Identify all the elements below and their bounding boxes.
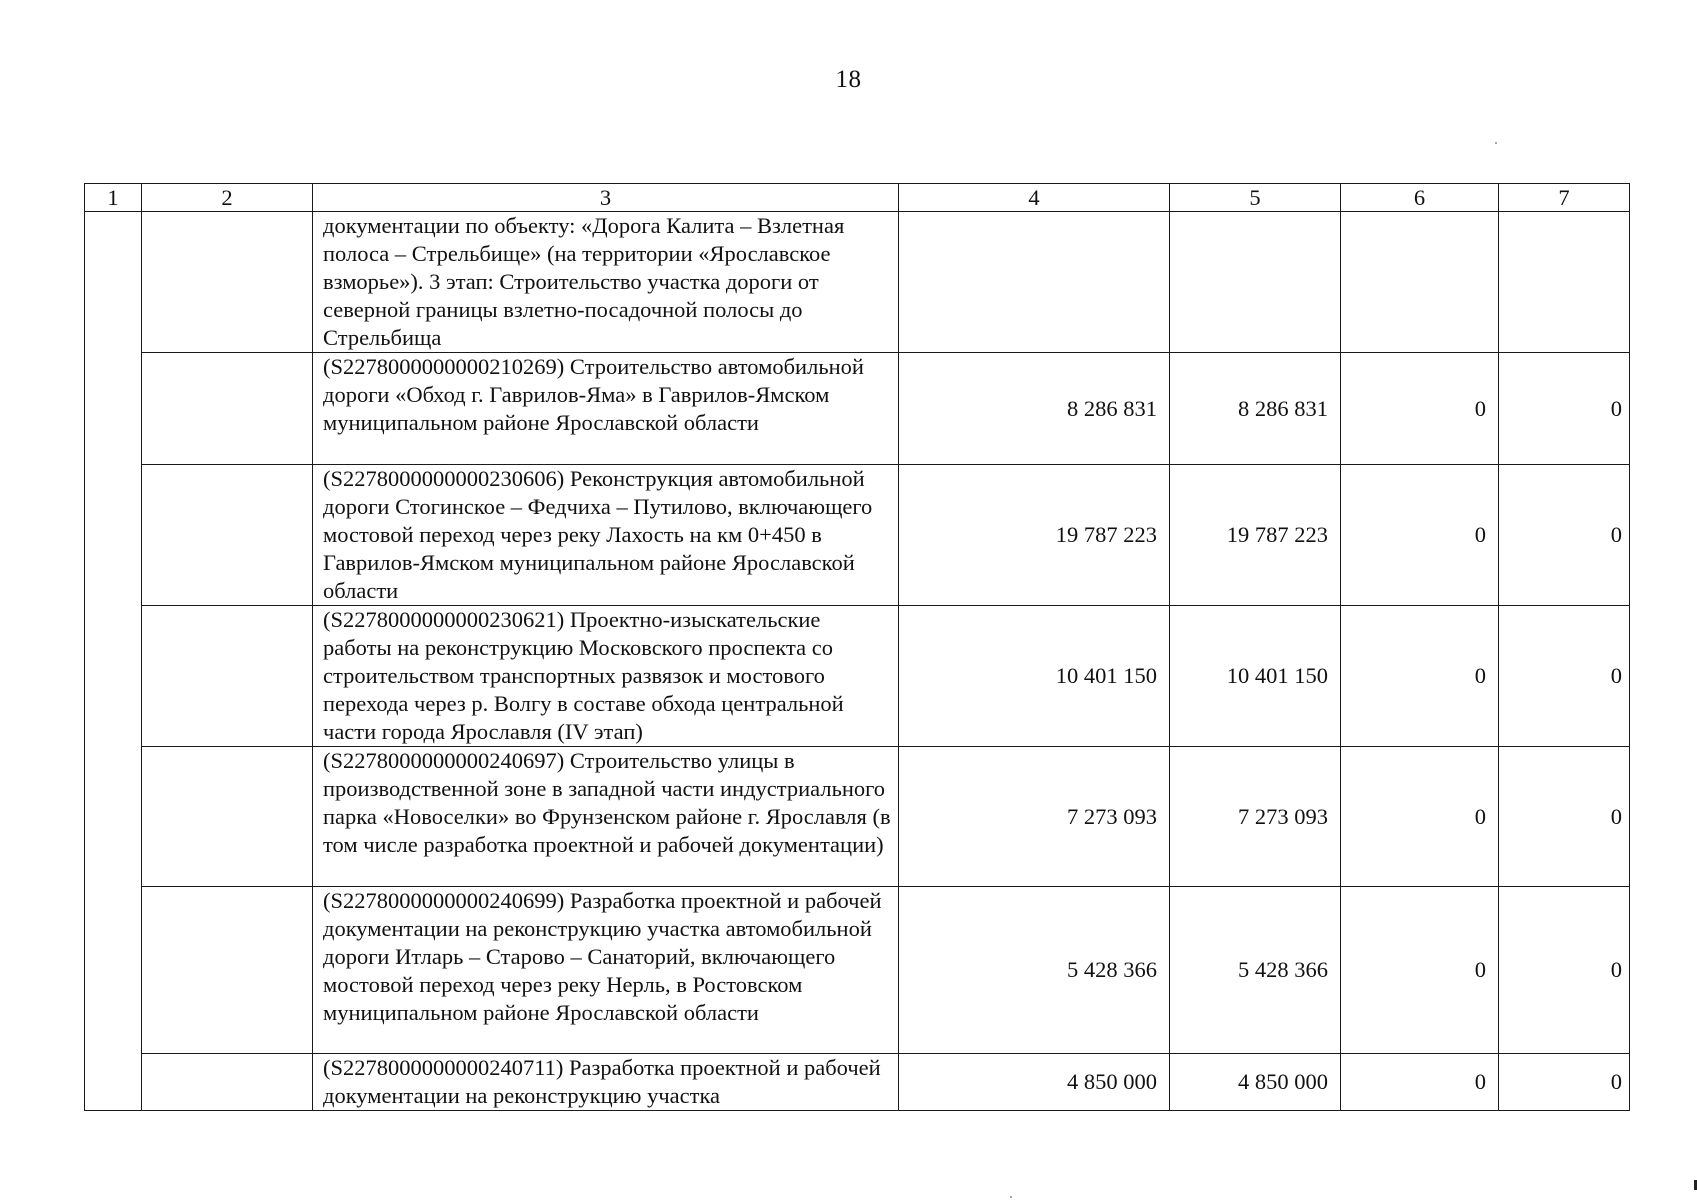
col4-value: 8 286 831 bbox=[899, 353, 1170, 465]
header-cell-7: 7 bbox=[1499, 184, 1630, 212]
row-description: (S2278000000000230621) Проектно-изыскательские работы на реконструкцию Московского проспекта со строительством транспортных развязок и мостового перехода через р. Волгу в составе обхода центральной части города Ярославля (IV этап) bbox=[313, 606, 899, 747]
col4-cell bbox=[899, 212, 1170, 353]
col6-value: 0 bbox=[1341, 1054, 1499, 1111]
header-cell-6: 6 bbox=[1341, 184, 1499, 212]
col6-value: 0 bbox=[1341, 606, 1499, 747]
col4-value: 7 273 093 bbox=[899, 747, 1170, 887]
row-description: документации по объекту: «Дорога Калита – Взлетная полоса – Стрельбище» (на территории «Ярославское взморье»). 3 этап: Строительство участка дороги от северной границы взлетно-посадочной полосы до Стрельбища bbox=[313, 212, 899, 353]
table-row bbox=[85, 1054, 1630, 1111]
col5-value: 5 428 366 bbox=[1170, 887, 1341, 1054]
table-row bbox=[85, 747, 1630, 887]
page-number: 18 bbox=[835, 66, 862, 93]
budget-table bbox=[84, 183, 1630, 1111]
header-cell-3: 3 bbox=[313, 184, 899, 212]
table-row-continued bbox=[85, 212, 1630, 353]
col7-value: 0 bbox=[1499, 353, 1630, 465]
col2-cell bbox=[142, 1054, 313, 1111]
col7-value: 0 bbox=[1499, 1054, 1630, 1111]
col7-value: 0 bbox=[1499, 747, 1630, 887]
col2-cell bbox=[142, 887, 313, 1054]
col6-value: 0 bbox=[1341, 887, 1499, 1054]
col4-value: 10 401 150 bbox=[899, 606, 1170, 747]
col1-merged-cell bbox=[85, 212, 142, 1111]
row-description: (S2278000000000240699) Разработка проектной и рабочей документации на реконструкцию участка автомобильной дороги Итларь – Старово – Санаторий, включающего мостовой переход через реку Нерль, в Ростовском муниципальном районе Ярославской области bbox=[313, 887, 899, 1054]
col6-cell bbox=[1341, 212, 1499, 353]
col2-cell bbox=[142, 465, 313, 606]
col4-value: 19 787 223 bbox=[899, 465, 1170, 606]
header-cell-4: 4 bbox=[899, 184, 1170, 212]
table-row bbox=[85, 887, 1630, 1054]
col7-value: 0 bbox=[1499, 606, 1630, 747]
col2-cell bbox=[142, 606, 313, 747]
col4-value: 4 850 000 bbox=[899, 1054, 1170, 1111]
header-cell-2: 2 bbox=[142, 184, 313, 212]
col6-value: 0 bbox=[1341, 353, 1499, 465]
col2-cell bbox=[142, 747, 313, 887]
col5-value: 7 273 093 bbox=[1170, 747, 1341, 887]
header-cell-5: 5 bbox=[1170, 184, 1341, 212]
table-row bbox=[85, 465, 1630, 606]
col6-value: 0 bbox=[1341, 465, 1499, 606]
header-row bbox=[85, 184, 1630, 212]
row-description: (S2278000000000210269) Строительство автомобильной дороги «Обход г. Гаврилов-Яма» в Гаврилов-Ямском муниципальном районе Ярославской области bbox=[313, 353, 899, 465]
table-row bbox=[85, 606, 1630, 747]
col7-value: 0 bbox=[1499, 465, 1630, 606]
col5-value: 8 286 831 bbox=[1170, 353, 1341, 465]
col2-cell bbox=[142, 212, 313, 353]
table-row bbox=[85, 353, 1630, 465]
row-description: (S2278000000000230606) Реконструкция автомобильной дороги Стогинское – Федчиха – Путилово, включающего мостовой переход через реку Лахость на км 0+450 в Гаврилов-Ямском муниципальном районе Ярославской области bbox=[313, 465, 899, 606]
col5-value: 4 850 000 bbox=[1170, 1054, 1341, 1111]
col5-value: 10 401 150 bbox=[1170, 606, 1341, 747]
col2-cell bbox=[142, 353, 313, 465]
row-description: (S2278000000000240711) Разработка проектной и рабочей документации на реконструкцию участка bbox=[313, 1054, 899, 1111]
header-cell-1: 1 bbox=[85, 184, 142, 212]
row-description: (S2278000000000240697) Строительство улицы в производственной зоне в западной части индустриального парка «Новоселки» во Фрунзенском районе г. Ярославля (в том числе разработка проектной и рабочей документации) bbox=[313, 747, 899, 887]
col5-value: 19 787 223 bbox=[1170, 465, 1341, 606]
col4-value: 5 428 366 bbox=[899, 887, 1170, 1054]
col7-value: 0 bbox=[1499, 887, 1630, 1054]
scan-speck bbox=[1010, 1196, 1012, 1198]
col5-cell bbox=[1170, 212, 1341, 353]
col7-cell bbox=[1499, 212, 1630, 353]
col6-value: 0 bbox=[1341, 747, 1499, 887]
scan-speck bbox=[1495, 142, 1497, 144]
